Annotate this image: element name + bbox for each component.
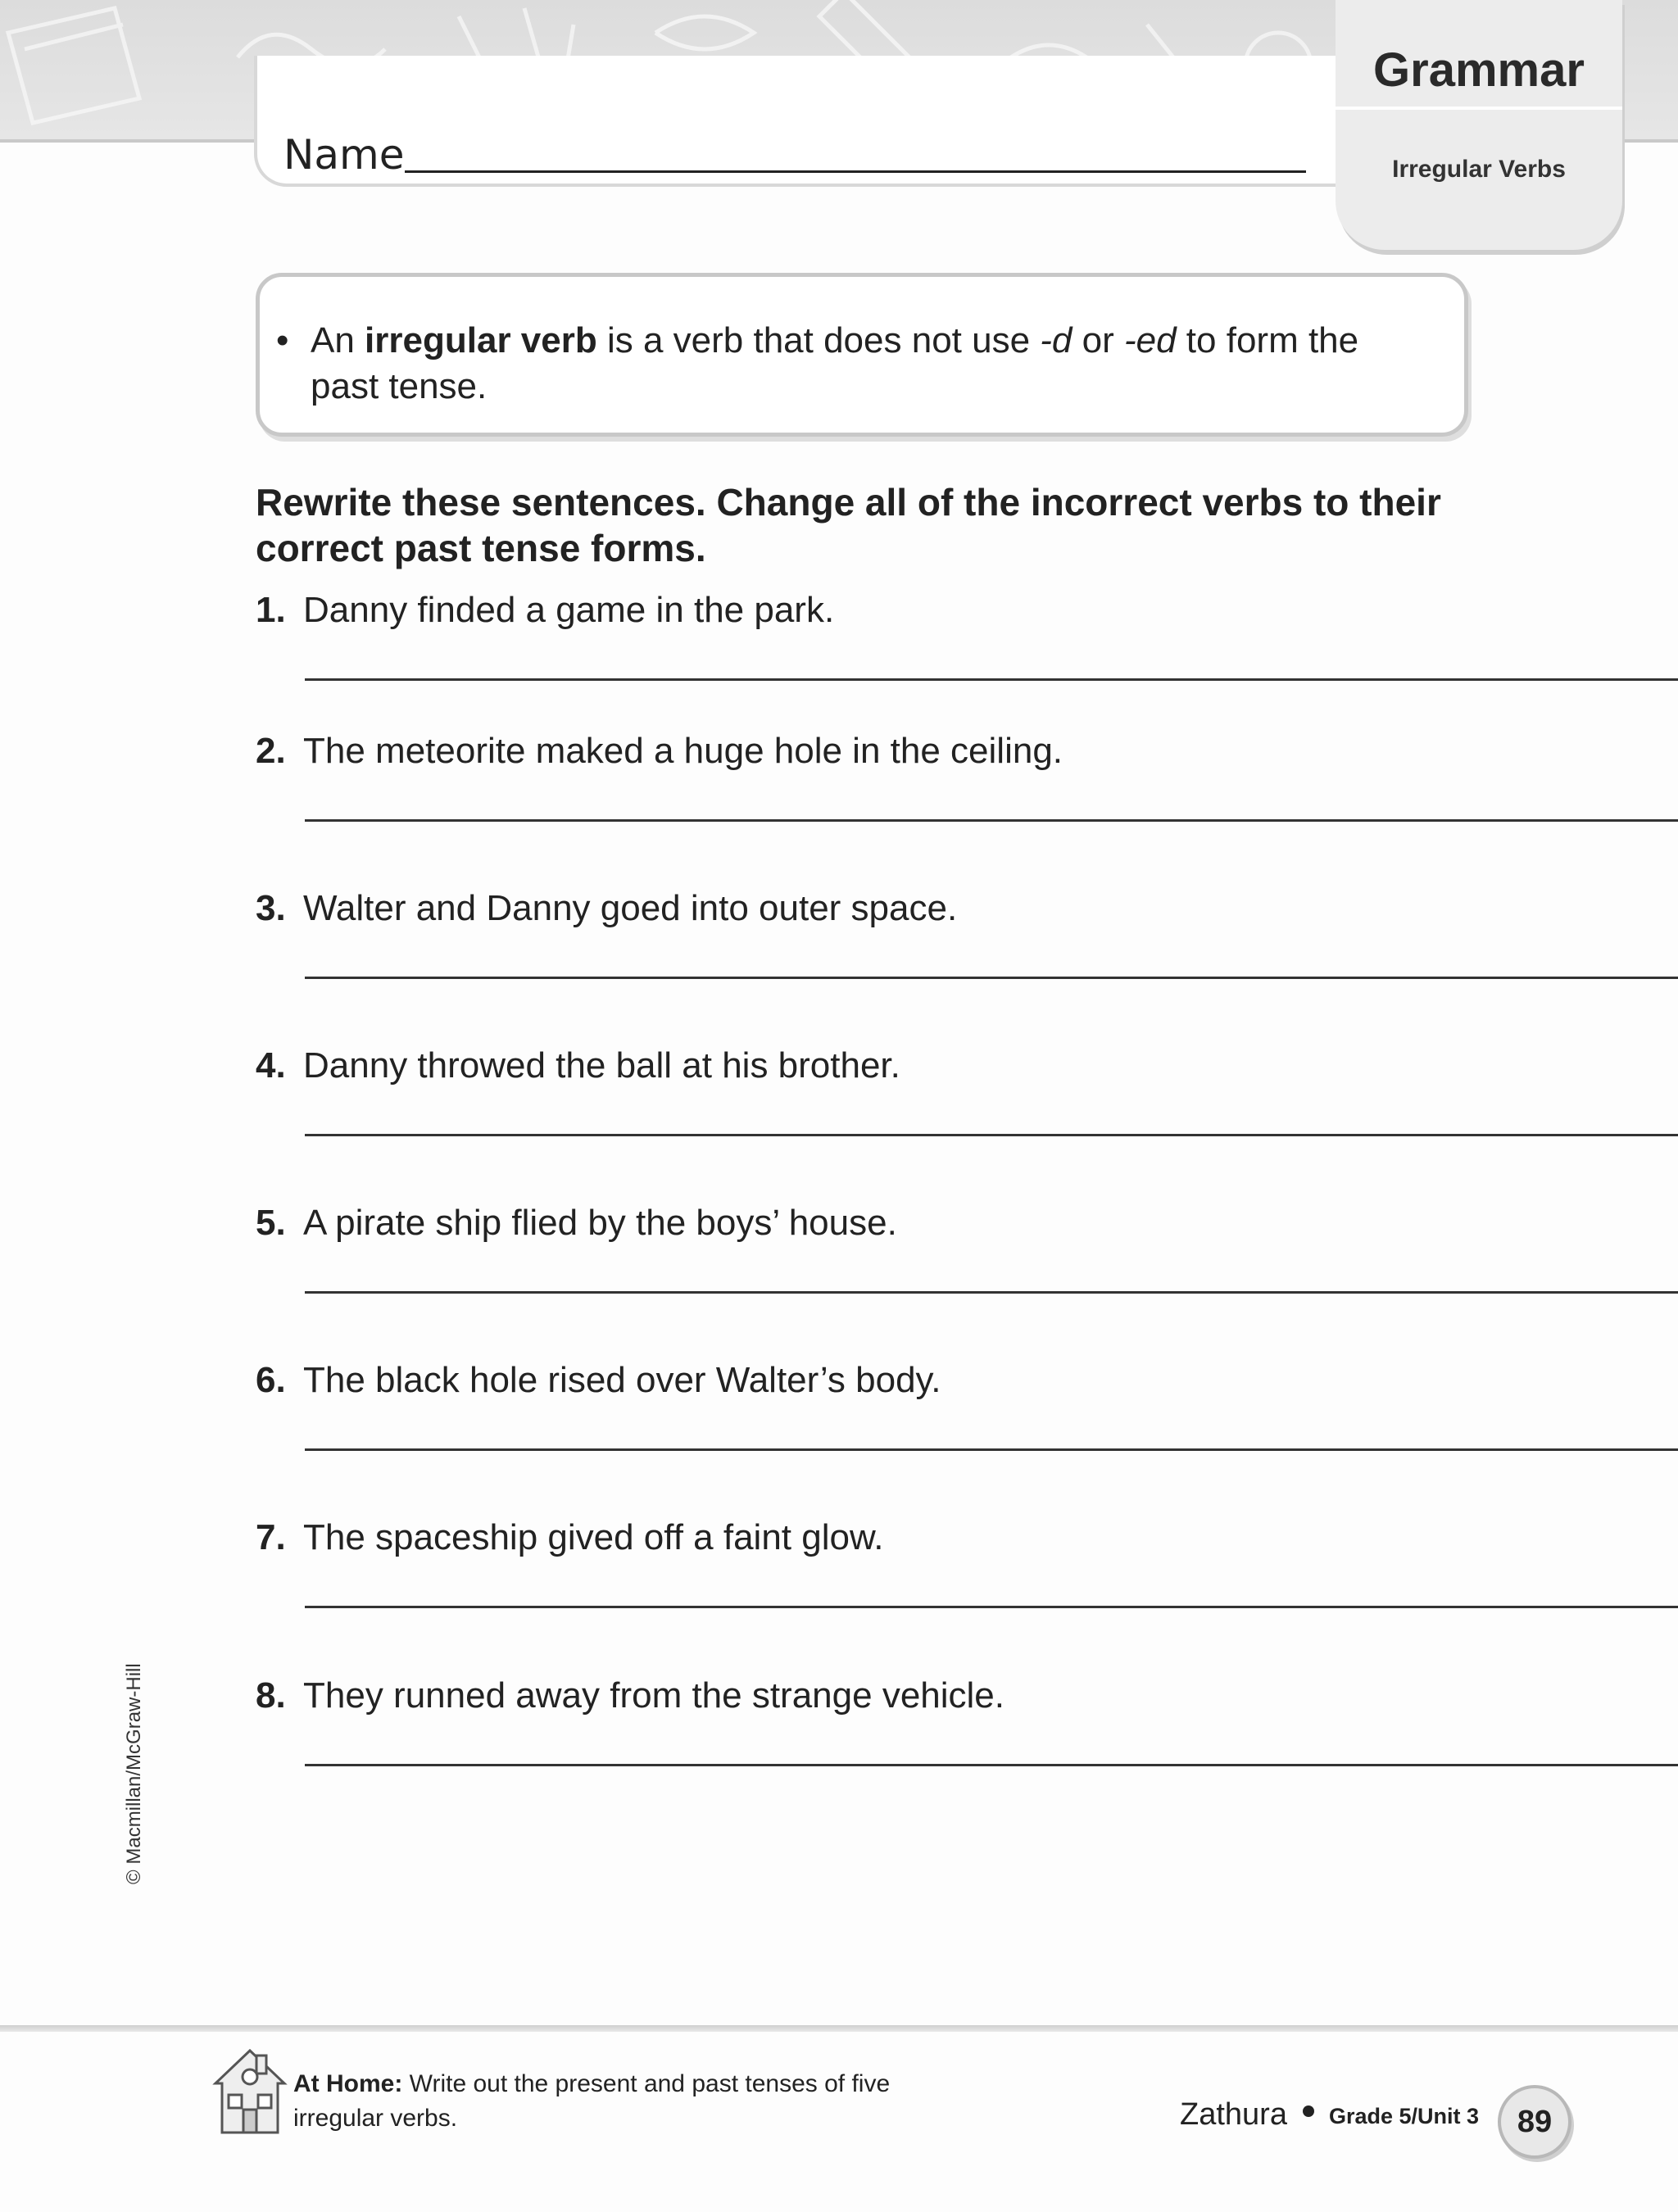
- item-number: 3.: [256, 888, 286, 928]
- answer-line[interactable]: [305, 1764, 1678, 1766]
- exercise-item: [256, 1203, 1567, 1350]
- name-panel: [254, 56, 1344, 187]
- section-title: Grammar: [1373, 43, 1585, 97]
- rule-box: [256, 273, 1468, 437]
- item-sentence: They runned away from the strange vehicle.: [303, 1675, 1005, 1716]
- answer-line[interactable]: [305, 678, 1678, 681]
- instructions: Rewrite these sentences. Change all of the incorrect verbs to their correct past tense forms.: [256, 481, 1441, 569]
- answer-line[interactable]: [305, 1291, 1678, 1294]
- item-sentence: The black hole rised over Walter’s body.: [303, 1360, 941, 1400]
- item-number: 4.: [256, 1045, 286, 1086]
- at-home-note: [293, 2067, 949, 2136]
- house-icon: [209, 2044, 291, 2138]
- item-number: 1.: [256, 590, 286, 630]
- bullet-icon: •: [276, 320, 289, 360]
- item-number: 6.: [256, 1360, 286, 1400]
- item-number: 7.: [256, 1517, 286, 1557]
- item-number: 8.: [256, 1675, 286, 1716]
- item-number: 5.: [256, 1203, 286, 1243]
- exercise-item: [256, 1517, 1567, 1665]
- exercise-item: [256, 888, 1567, 1036]
- item-sentence: The meteorite maked a huge hole in the ceiling.: [303, 731, 1063, 771]
- answer-line[interactable]: [305, 977, 1678, 979]
- at-home-text: Write out the present and past tenses of five irregular verbs.: [293, 2070, 891, 2132]
- section-divider: [1336, 107, 1622, 110]
- exercise-item: [256, 1675, 1567, 1823]
- item-sentence: Danny finded a game in the park.: [303, 590, 835, 630]
- item-sentence: Danny throwed the ball at his brother.: [303, 1045, 900, 1086]
- section-subtitle: Irregular Verbs: [1392, 156, 1566, 183]
- answer-line[interactable]: [305, 819, 1678, 822]
- grade-unit: Grade 5/Unit 3: [1329, 2104, 1480, 2128]
- item-sentence: Walter and Danny goed into outer space.: [303, 888, 958, 928]
- at-home-label: At Home:: [293, 2070, 403, 2097]
- answer-line[interactable]: [305, 1134, 1678, 1136]
- footer-divider: [0, 2025, 1678, 2032]
- rule-term: irregular verb: [365, 320, 597, 360]
- copyright-notice: © Macmillan/McGraw-Hill: [123, 1663, 145, 1884]
- section-tab: [1336, 0, 1622, 250]
- story-title: Zathura: [1180, 2097, 1287, 2132]
- exercise-item: [256, 1045, 1567, 1193]
- item-number: 2.: [256, 731, 286, 771]
- exercise-item: [256, 731, 1567, 878]
- answer-line[interactable]: [305, 1448, 1678, 1451]
- exercise-item: [256, 1360, 1567, 1507]
- page-number: 89: [1498, 2085, 1571, 2159]
- rule-text: • An irregular verb is a verb that does not use -d or -ed to form the past tense.: [311, 318, 1408, 410]
- name-label: Name: [283, 131, 405, 179]
- item-sentence: A pirate ship flied by the boys’ house.: [303, 1203, 897, 1243]
- separator-dot-icon: [1303, 2105, 1314, 2117]
- exercise-item: [256, 590, 1567, 737]
- name-write-line[interactable]: [405, 170, 1306, 173]
- item-sentence: The spaceship gived off a faint glow.: [303, 1517, 884, 1557]
- answer-line[interactable]: [305, 1606, 1678, 1608]
